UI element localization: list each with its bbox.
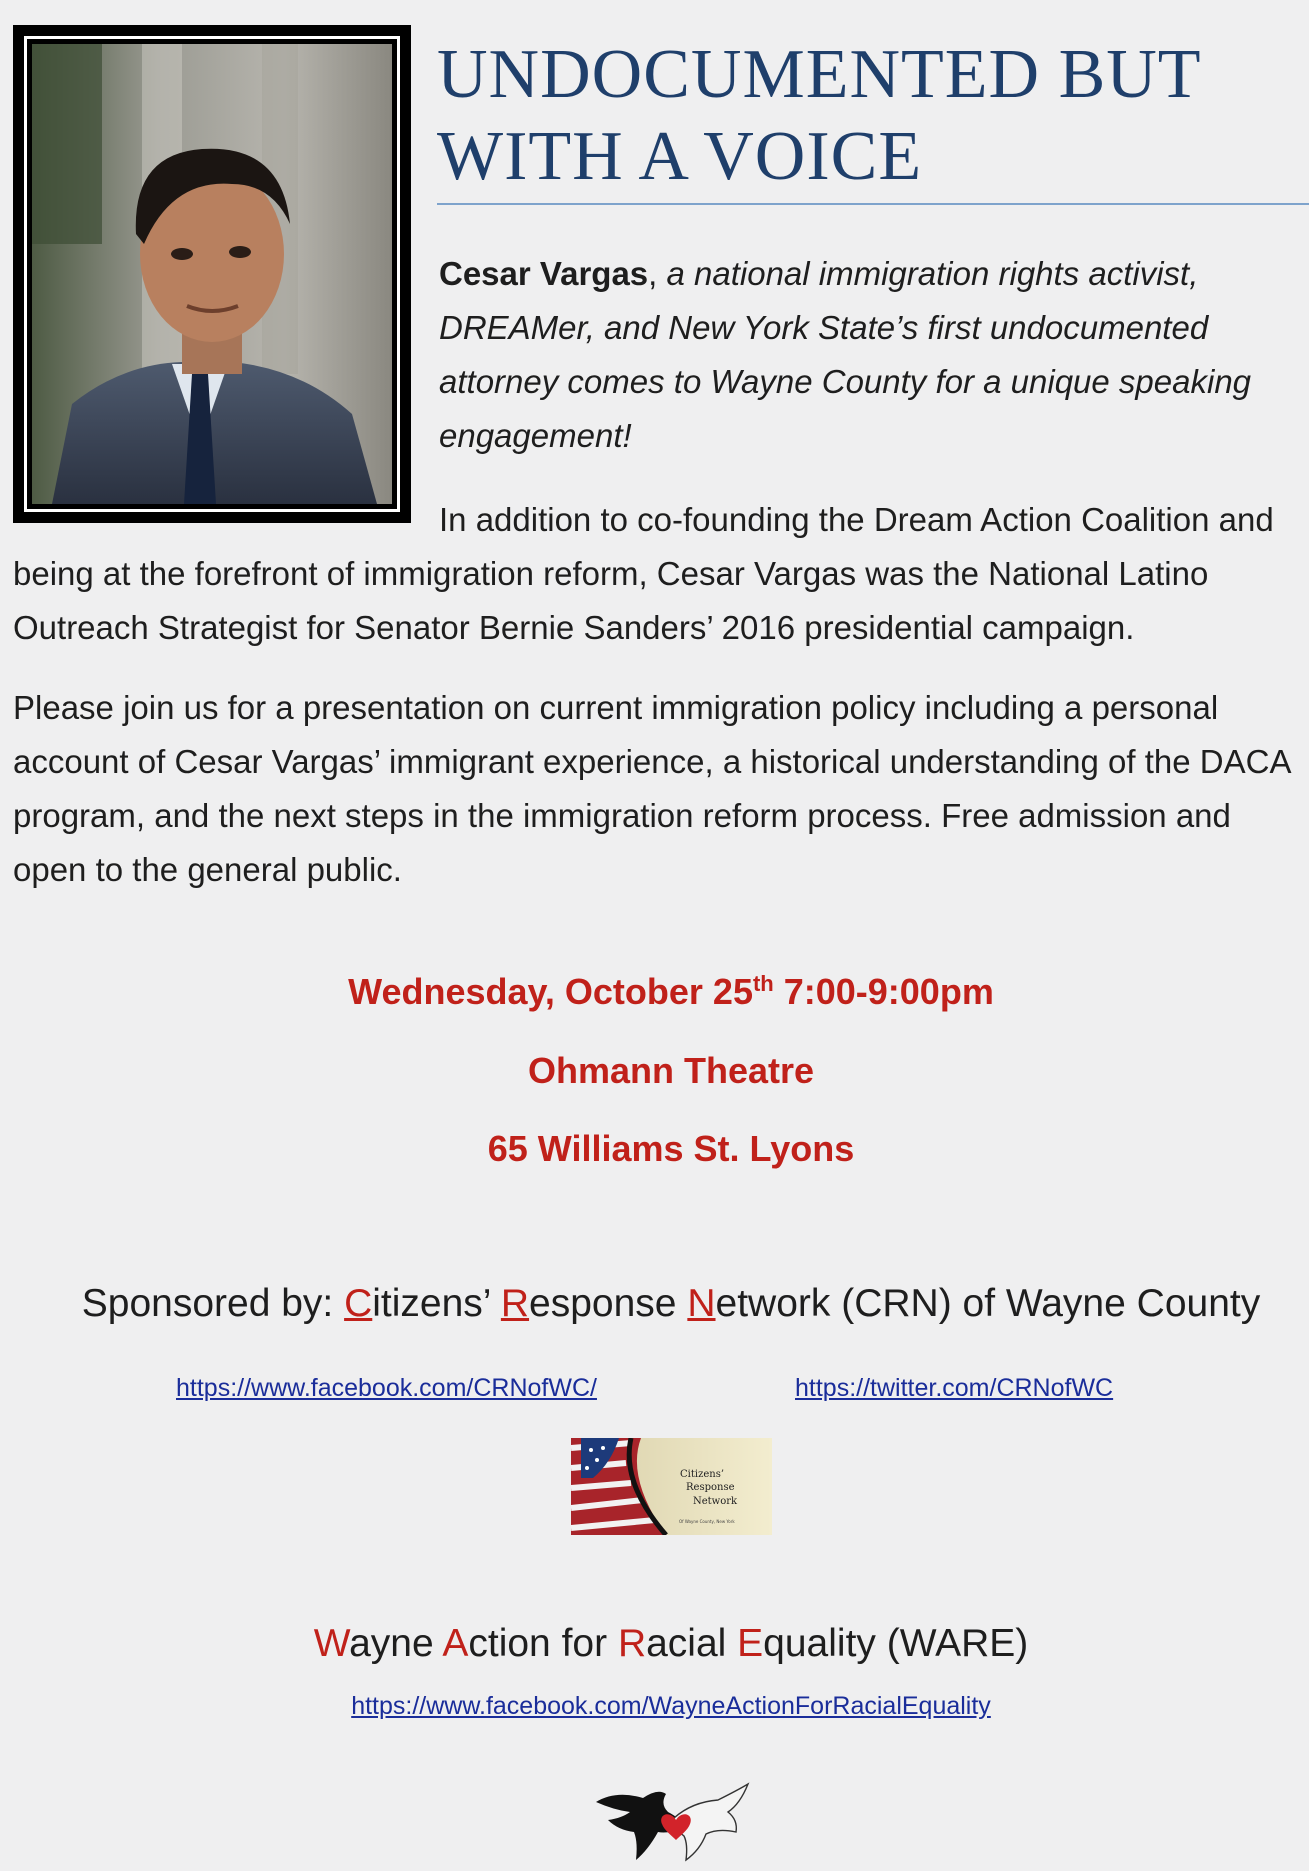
speaker-name: Cesar Vargas [439, 255, 649, 292]
event-date-text: Wednesday, October 25 [348, 971, 753, 1012]
ware-word-equality: quality (WARE) [763, 1622, 1029, 1665]
intro-separator: , [648, 255, 667, 292]
ware-facebook-link[interactable]: https://www.facebook.com/WayneActionForRacialEquality [351, 1692, 991, 1720]
portrait-frame [13, 25, 411, 523]
crn-logo-line-4: Of Wayne County, New York [679, 1519, 735, 1524]
crn-twitter-link[interactable]: https://twitter.com/CRNofWC [795, 1374, 1114, 1402]
crn-facebook-link[interactable]: https://www.facebook.com/CRNofWC/ [176, 1374, 597, 1402]
sponsor-initial-n: N [687, 1282, 716, 1325]
crn-logo-line-1: Citizens’ [680, 1469, 725, 1480]
ware-word-wayne: ayne [349, 1622, 443, 1665]
ware-initial-a: A [442, 1622, 469, 1665]
crn-logo-line-3: Network [693, 1496, 738, 1507]
sponsor-word-network: etwork (CRN) of Wayne County [715, 1282, 1261, 1325]
bio-paragraph: In addition to co-founding the Dream Action Coalition and being at the forefront of immigration reform, Cesar Vargas was the National Latino Outreach Strategist for Senator Bernie Sanders’ 2016 presidential campaign. [13, 501, 1274, 646]
intro-paragraph [439, 247, 1307, 463]
event-venue: Ohmann Theatre [527, 1050, 815, 1091]
sponsor-word-response: esponse [529, 1282, 688, 1325]
title-line-2: WITH A VOICE [437, 118, 923, 195]
ware-word-action: ction for [468, 1622, 618, 1665]
ware-initial-w: W [313, 1622, 350, 1665]
sponsor-word-citizens: itizens’ [372, 1282, 501, 1325]
event-date-ordinal: th [752, 971, 774, 996]
title-divider [437, 203, 1309, 205]
event-address: 65 Williams St. Lyons [487, 1128, 855, 1169]
page-title [437, 34, 1297, 198]
title-line-1: UNDOCUMENTED BUT [437, 36, 1202, 113]
ware-initial-e: E [737, 1622, 764, 1665]
invitation-paragraph: Please join us for a presentation on current immigration policy including a personal account of Cesar Vargas’ immigrant experience, a historical understanding of the DACA program, and the next steps in the immigration reform process. Free admission and open to the general public. [13, 689, 1290, 888]
event-time: 7:00-9:00pm [773, 971, 994, 1012]
doves-heart-logo [588, 1780, 754, 1862]
crn-logo [571, 1438, 772, 1535]
sponsor-initial-r: R [500, 1282, 530, 1325]
sponsor-initial-c: C [344, 1282, 373, 1325]
speaker-description: a national immigration rights activist, DREAMer, and New York State’s first undocumented attorney comes to Wayne County for a unique speaking engagement! [439, 255, 1252, 454]
ware-word-racial: acial [646, 1622, 738, 1665]
sponsor-prefix: Sponsored by: [81, 1282, 345, 1325]
ware-title [0, 1620, 1309, 1668]
portrait-photo [24, 36, 400, 512]
crn-logo-line-2: Response [686, 1482, 735, 1493]
sponsor-line [0, 1280, 1309, 1328]
event-date [0, 970, 1309, 1014]
ware-initial-r: R [617, 1622, 647, 1665]
